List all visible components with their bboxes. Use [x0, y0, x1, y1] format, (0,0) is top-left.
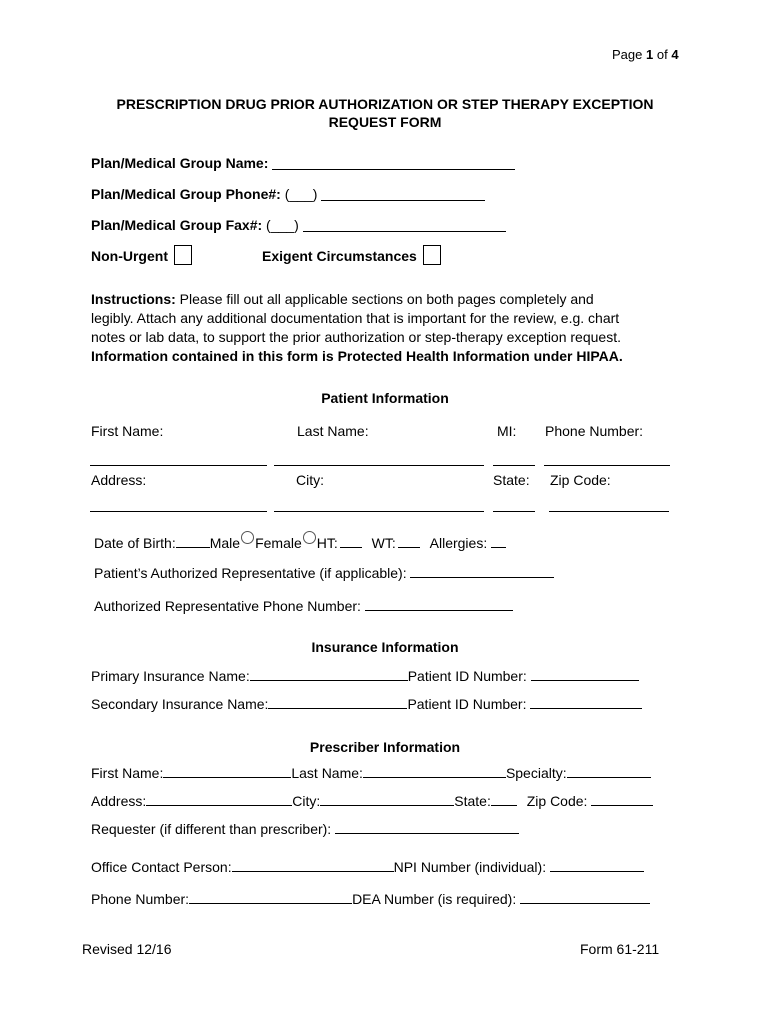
prescriber-address-label: Address: [91, 793, 147, 809]
patient-address-field[interactable] [90, 511, 267, 512]
prescriber-city-label: City: [292, 793, 321, 809]
patient-zip-label: Zip Code: [550, 472, 611, 488]
instructions: Instructions: Please fill out all applicable sections on both pages completely and legibly. Attach any additional documentation that is important for the review, e.g. chart notes or lab data, to support the prior authorization or step-therapy exception request. Information contained in this form is Protected Health Information under HIPAA. [91, 290, 681, 366]
dea-label: DEA Number (is required): [352, 891, 517, 907]
form-title-line1: PRESCRIPTION DRUG PRIOR AUTHORIZATION OR STEP THERAPY EXCEPTION [116, 96, 654, 112]
dob-label: Date of Birth: [94, 535, 176, 551]
non-urgent-label: Non-Urgent [91, 248, 168, 264]
patient-last-name-label: Last Name: [297, 423, 369, 439]
ht-field[interactable] [340, 534, 362, 548]
patient-city-label: City: [296, 472, 324, 488]
form-title-line2: REQUEST FORM [328, 114, 442, 130]
npi-label: NPI Number (individual): [393, 859, 547, 875]
patient-first-name-label: First Name: [91, 423, 164, 439]
secondary-insurance-row [91, 695, 642, 712]
allergies-field[interactable] [491, 534, 506, 548]
prescriber-address-row [91, 792, 653, 809]
patient-phone-label: Phone Number: [545, 423, 644, 439]
non-urgent-checkbox[interactable] [174, 245, 192, 265]
auth-rep-phone-field[interactable] [365, 597, 513, 611]
primary-insurance-row [91, 667, 639, 684]
auth-rep-field[interactable] [410, 564, 554, 578]
dob-field[interactable] [176, 534, 210, 548]
office-contact-row [91, 858, 644, 875]
primary-patient-id-label: Patient ID Number: [407, 668, 527, 684]
primary-insurance-label: Primary Insurance Name: [91, 668, 250, 684]
patient-demographics-row [94, 531, 506, 551]
patient-last-name-field[interactable] [274, 465, 484, 466]
page-number: Page 1 of 4 [612, 47, 679, 62]
prescriber-address-field[interactable] [146, 792, 292, 806]
plan-fax-field[interactable] [303, 217, 506, 232]
patient-state-label: State: [493, 472, 530, 488]
prescriber-specialty-label: Specialty: [505, 765, 567, 781]
requester-label: Requester (if different than prescriber): [91, 821, 332, 837]
patient-zip-field[interactable] [549, 511, 669, 512]
prescriber-first-name-label: First Name: [91, 765, 164, 781]
prescriber-last-name-field[interactable] [363, 764, 506, 778]
exigent-label: Exigent Circumstances [262, 248, 417, 264]
patient-mi-label: MI: [497, 423, 517, 439]
male-label: Male [209, 535, 241, 551]
prescriber-first-name-field[interactable] [163, 764, 291, 778]
hipaa-notice: Information contained in this form is Protected Health Information under HIPAA. [91, 348, 623, 364]
secondary-insurance-label: Secondary Insurance Name: [91, 696, 269, 712]
patient-first-name-field[interactable] [90, 465, 267, 466]
prescriber-zip-field[interactable] [591, 792, 653, 806]
plan-name-row [91, 155, 515, 171]
form-number: Form 61-211 [580, 941, 660, 957]
plan-fax-row [91, 217, 506, 233]
prescriber-phone-row [91, 890, 650, 907]
prescriber-specialty-field[interactable] [567, 764, 651, 778]
male-radio[interactable] [241, 531, 254, 544]
plan-fax-label: Plan/Medical Group Fax#: [91, 217, 263, 233]
primary-patient-id-field[interactable] [531, 667, 639, 681]
female-label: Female [255, 535, 302, 551]
patient-phone-field[interactable] [544, 465, 670, 466]
wt-field[interactable] [398, 534, 420, 548]
prescriber-state-label: State: [454, 793, 491, 809]
ht-label: HT: [316, 535, 338, 551]
prescriber-zip-label: Zip Code: [526, 793, 588, 809]
prescriber-phone-label: Phone Number: [91, 891, 190, 907]
secondary-insurance-field[interactable] [268, 695, 407, 709]
requester-field[interactable] [335, 820, 519, 834]
patient-state-field[interactable] [493, 511, 535, 512]
plan-fax-area[interactable]: (___) [266, 217, 299, 233]
insurance-info-heading: Insurance Information [311, 639, 459, 655]
prescriber-name-row [91, 764, 651, 781]
plan-phone-field[interactable] [321, 186, 485, 201]
secondary-patient-id-label: Patient ID Number: [407, 696, 527, 712]
prescriber-info-heading: Prescriber Information [309, 739, 461, 755]
non-urgent-row [91, 245, 192, 265]
npi-field[interactable] [550, 858, 644, 872]
plan-name-label: Plan/Medical Group Name: [91, 155, 269, 171]
allergies-label: Allergies: [429, 535, 488, 551]
dea-field[interactable] [520, 890, 650, 904]
prescriber-city-field[interactable] [320, 792, 454, 806]
plan-phone-label: Plan/Medical Group Phone#: [91, 186, 281, 202]
female-radio[interactable] [303, 531, 316, 544]
auth-rep-label: Patient’s Authorized Representative (if applicable): [94, 565, 407, 581]
primary-insurance-field[interactable] [250, 667, 408, 681]
plan-phone-area[interactable]: (___) [284, 186, 318, 202]
instructions-label: Instructions: [91, 291, 176, 307]
patient-city-field[interactable] [274, 511, 484, 512]
auth-rep-row [94, 564, 554, 581]
office-contact-field[interactable] [232, 858, 394, 872]
prescriber-state-field[interactable] [491, 792, 517, 806]
exigent-checkbox[interactable] [423, 245, 441, 265]
prescriber-phone-field[interactable] [189, 890, 352, 904]
exigent-row [262, 245, 441, 265]
requester-row [91, 820, 519, 837]
plan-name-field[interactable] [272, 155, 515, 170]
patient-address-label: Address: [91, 472, 147, 488]
office-contact-label: Office Contact Person: [91, 859, 232, 875]
auth-rep-phone-row [94, 597, 513, 614]
patient-mi-field[interactable] [493, 465, 535, 466]
auth-rep-phone-label: Authorized Representative Phone Number: [94, 598, 361, 614]
wt-label: WT: [371, 535, 396, 551]
patient-info-heading: Patient Information [321, 390, 449, 406]
prescriber-last-name-label: Last Name: [291, 765, 363, 781]
plan-phone-row [91, 186, 485, 202]
revised-date: Revised 12/16 [82, 941, 172, 957]
secondary-patient-id-field[interactable] [530, 695, 642, 709]
